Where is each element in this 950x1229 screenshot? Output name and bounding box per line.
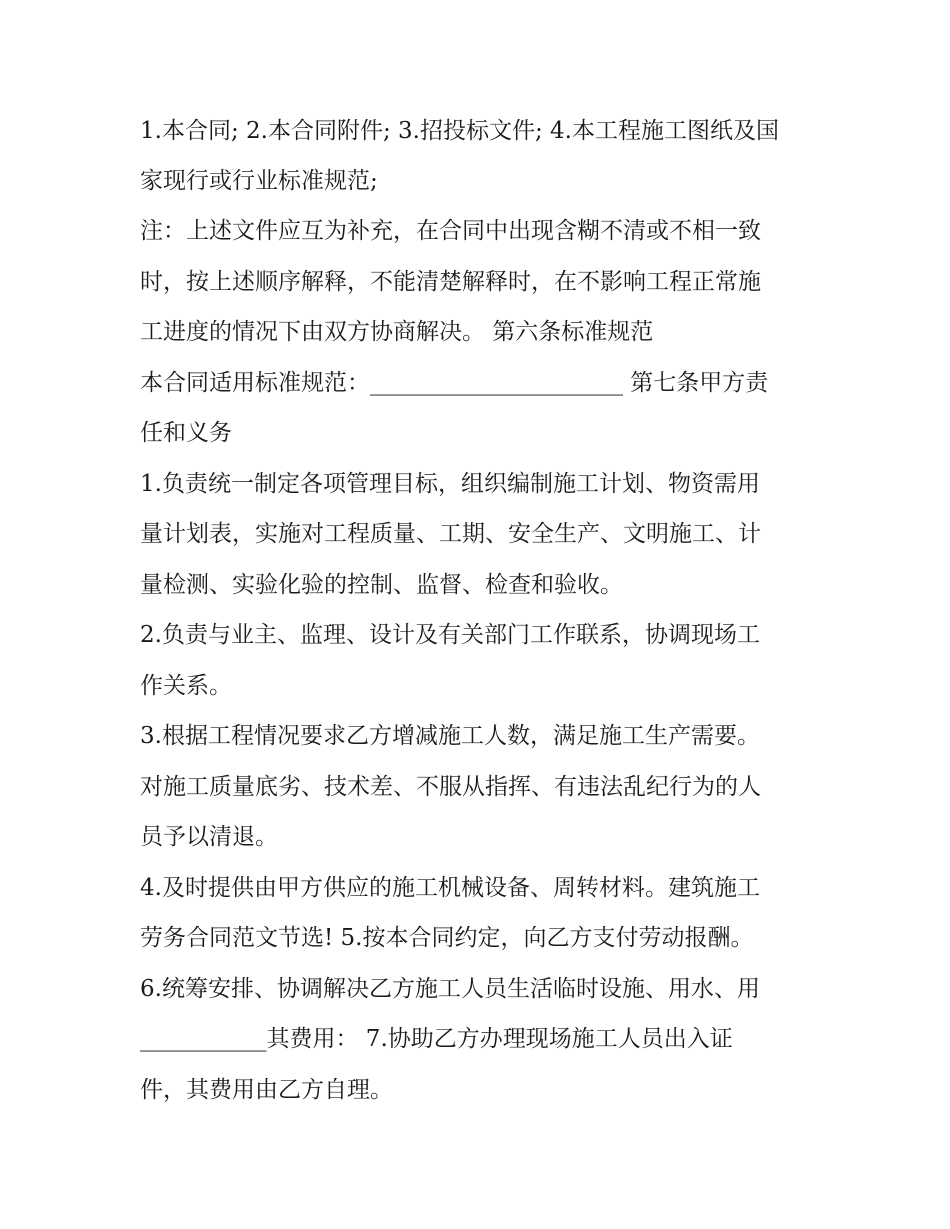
text-line: 量检测、实验化验的控制、监督、检查和验收。 <box>140 572 623 598</box>
text-line: 作关系。 <box>140 673 232 699</box>
text-line: 1.本合同; 2.本合同附件; 3.招投标文件; 4.本工程施工图纸及国 <box>140 118 779 144</box>
text-line: 时，按上述顺序解释，不能清楚解释时，在不影响工程正常施 <box>140 269 761 295</box>
text-line: 量计划表，实施对工程质量、工期、安全生产、文明施工、计 <box>140 521 761 547</box>
text-line: 注：上述文件应互为补充，在合同中出现含糊不清或不相一致 <box>140 218 761 244</box>
text-line: 3.根据工程情况要求乙方增减施工人数，满足施工生产需要。 <box>140 723 760 749</box>
text-line: 员予以清退。 <box>140 824 278 850</box>
text-line: 劳务合同范文节选! 5.按本合同约定，向乙方支付劳动报酬。 <box>140 925 754 951</box>
text-line: 1.负责统一制定各项管理目标，组织编制施工计划、物资需用 <box>140 471 760 497</box>
text-line: 6.统筹安排、协调解决乙方施工人员生活临时设施、用水、用 <box>140 976 760 1002</box>
text-line: 本合同适用标准规范：______________________ 第七条甲方责 <box>140 370 769 396</box>
text-line: ___________其费用： 7.协助乙方办理现场施工人员出入证 <box>140 1026 733 1052</box>
text-line: 对施工质量底劣、技术差、不服从指挥、有违法乱纪行为的人 <box>140 774 761 800</box>
text-line: 家现行或行业标准规范; <box>140 168 378 194</box>
text-line: 工进度的情况下由双方协商解决。 第六条标准规范 <box>140 319 654 345</box>
text-line: 4.及时提供由甲方供应的施工机械设备、周转材料。建筑施工 <box>140 875 760 901</box>
text-line: 2.负责与业主、监理、设计及有关部门工作联系，协调现场工 <box>140 622 760 648</box>
text-line: 件，其费用由乙方自理。 <box>140 1077 393 1103</box>
text-line: 任和义务 <box>140 420 232 446</box>
